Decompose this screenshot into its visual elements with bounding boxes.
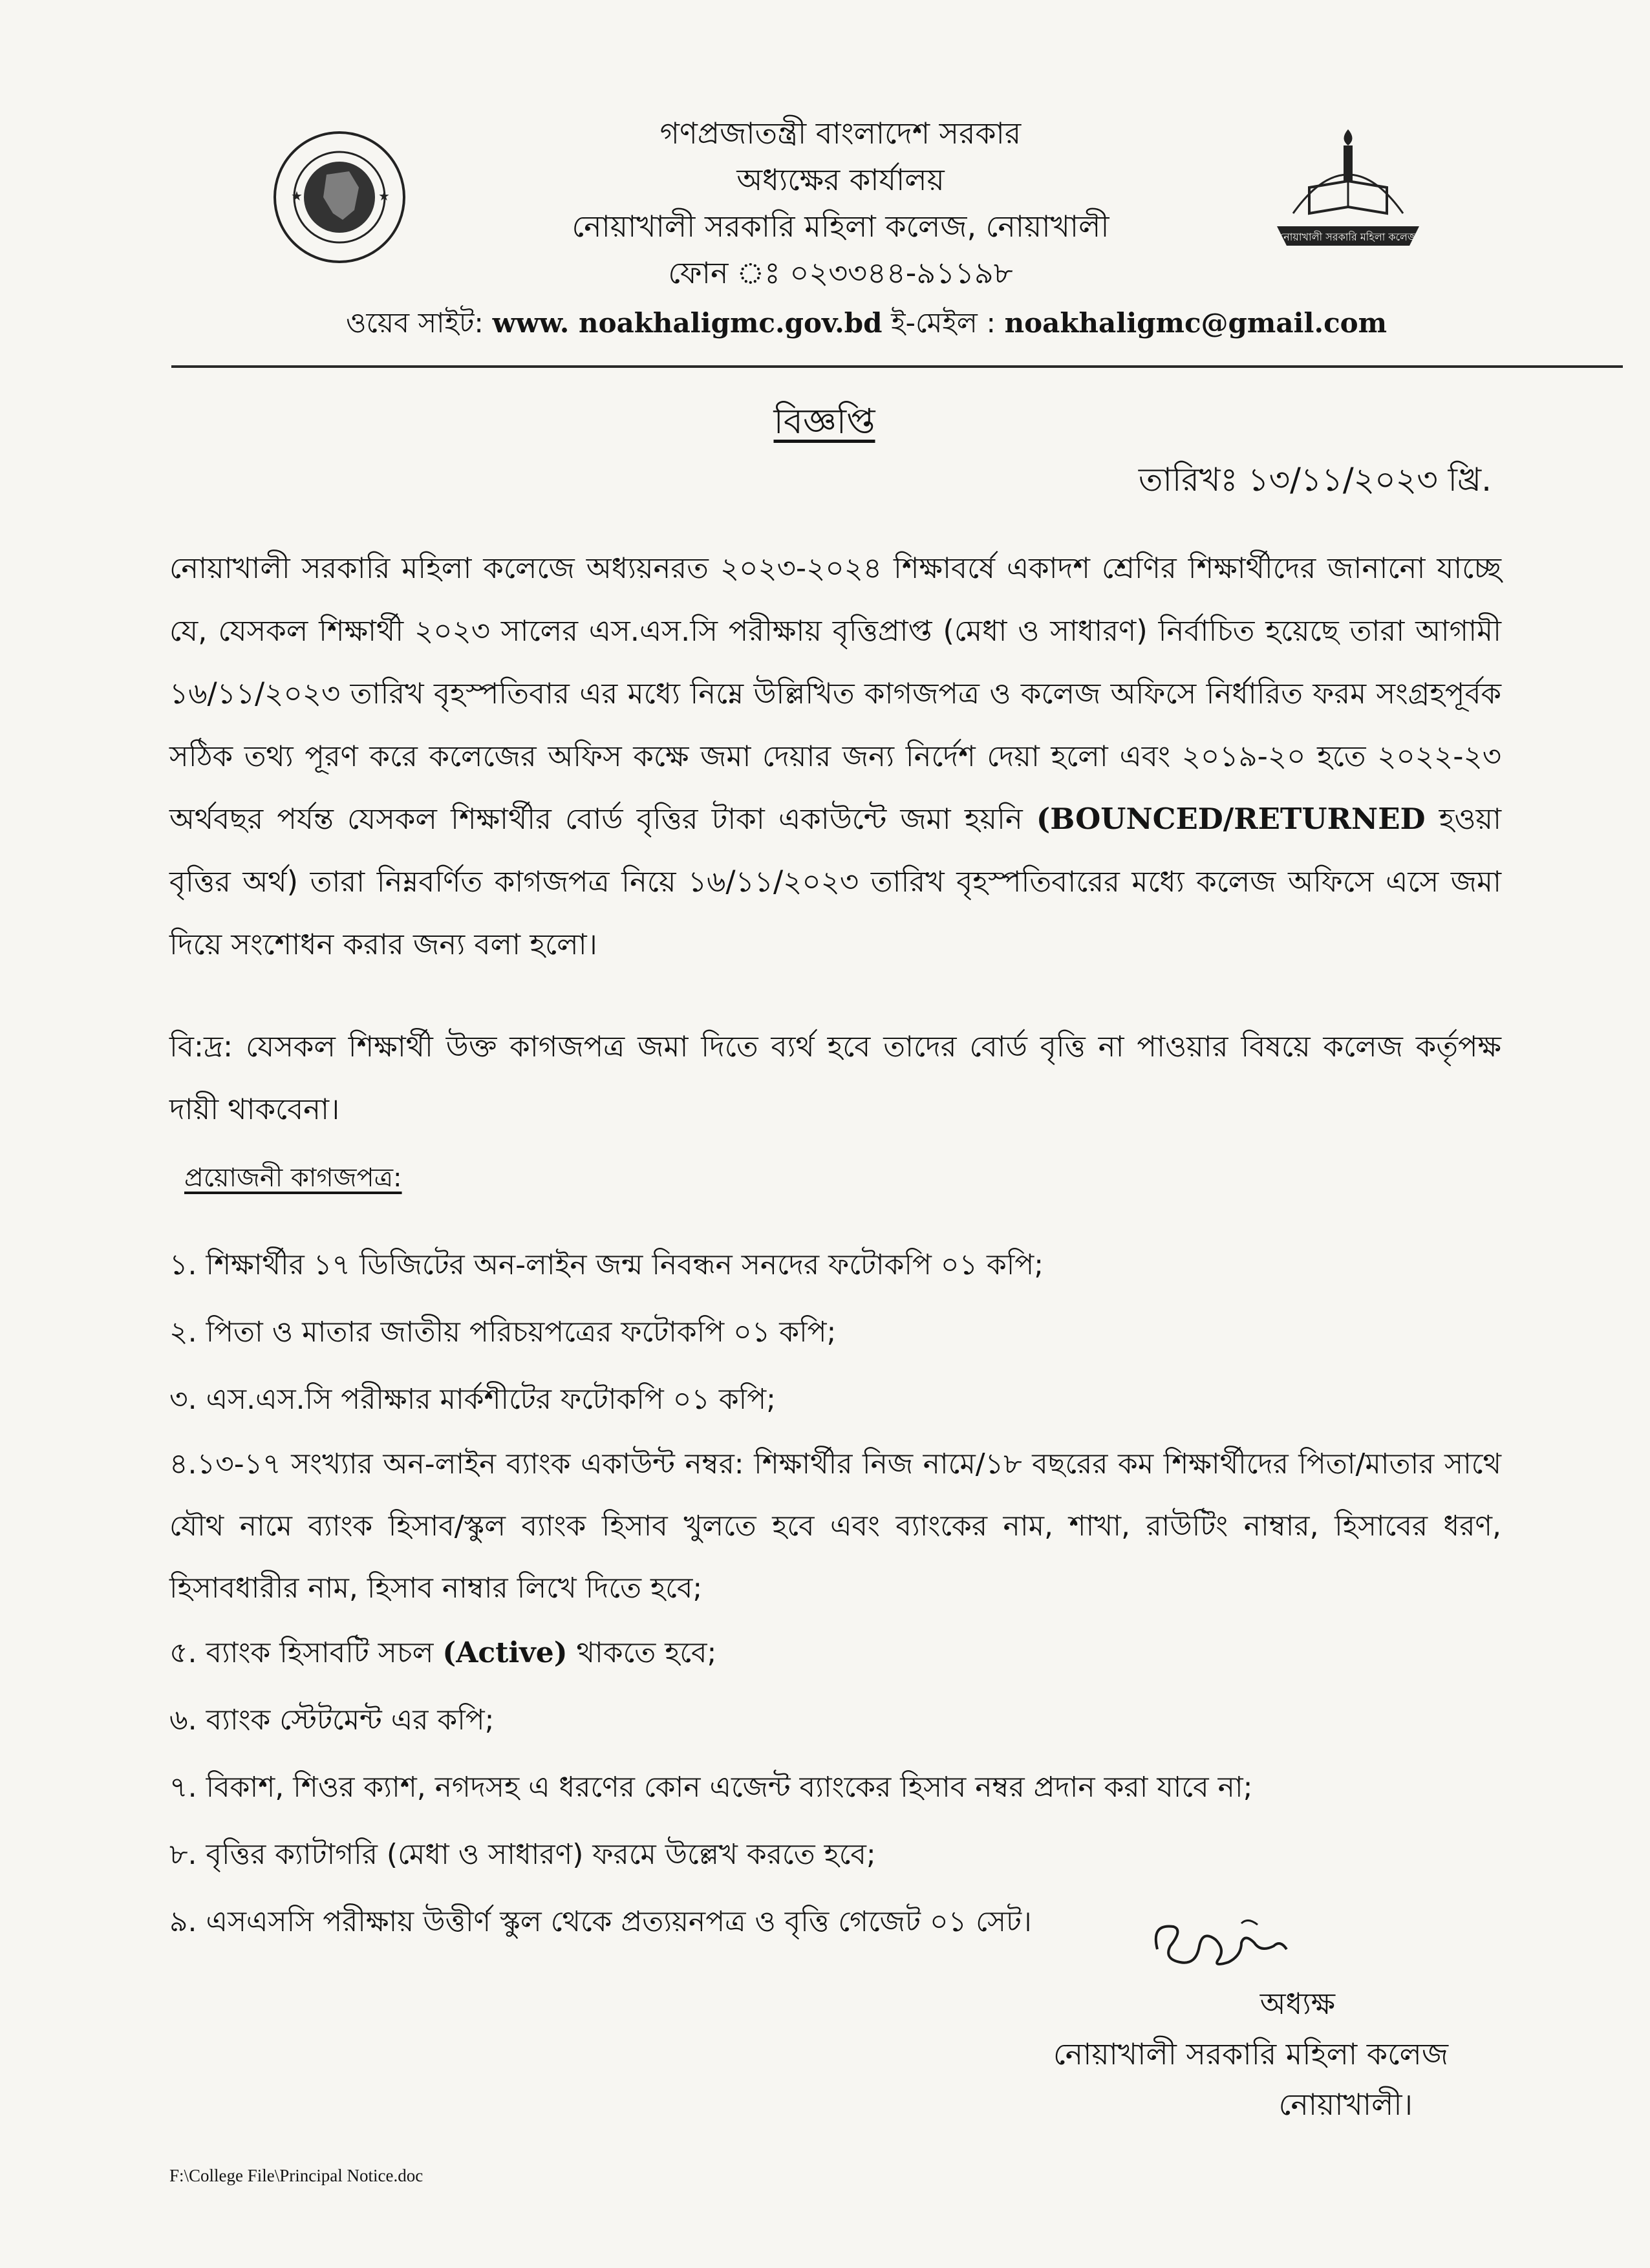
list-item: ৪.১৩-১৭ সংখ্যার অন-লাইন ব্যাংক একাউন্ট নম্বর: শিক্ষার্থীর নিজ নামে/১৮ বছরের কম শিক্ষার্থীদের পিতা/মাতার সাথে যৌথ নামে ব্যাংক হিসাব/স্কুল ব্যাংক হিসাব খুলতে হবে এবং ব্যাংকের নাম, শাখা, রাউটিং নাম্বার, হিসাবের ধরণ, হিসাবধারীর নাম, হিসাব নাম্বার লিখে দিতে হবে; [169,1448,1501,1605]
svg-text:★: ★ [291,188,303,204]
signatory-place: নোয়াখালী। [1278,2087,1413,2122]
email-label: ই-মেইল : [891,307,996,339]
notice-title: বিজ্ঞপ্তি [773,401,875,442]
website-label: ওয়েব সাইট: [345,307,484,339]
body-text-english: (BOUNCED/RETURNED [1036,802,1426,836]
list-item: ৬. ব্যাংক স্টেটমেন্ট এর কপি; [169,1704,495,1737]
requirements-heading: প্রয়োজনী কাগজপত্র: [184,1163,402,1193]
college-name: নোয়াখালী সরকারি মহিলা কলেজ, নোয়াখালী [572,209,1109,244]
list-item: ৭. বিকাশ, শিওর ক্যাশ, নগদসহ এ ধরণের কোন এজেন্ট ব্যাংকের হিসাব নম্বর প্রদান করা যাবে না; [169,1771,1253,1804]
item5-text-b: থাকতে হবে; [567,1636,717,1669]
svg-text:★: ★ [378,188,390,204]
website-link[interactable]: www. noakhaligmc.gov.bd [492,307,883,339]
file-path: F:\College File\Principal Notice.doc [169,2166,423,2185]
list-item [169,1620,1501,1687]
signatory-designation: অধ্যক্ষ [1259,1986,1335,2021]
item5-text-a: ৫. ব্যাংক হিসাবটি সচল [169,1636,443,1669]
college-emblem-icon [1267,116,1429,265]
office-name: অধ্যক্ষের কার্যালয় [736,162,945,197]
list-item: ২. পিতা ও মাতার জাতীয় পরিচয়পত্রের ফটোকপি ০১ কপি; [169,1316,837,1349]
government-seal-icon [272,129,407,265]
notice-body [169,537,1501,976]
notice-date: তারিখঃ ১৩/১১/২০২৩ খ্রি. [1138,461,1492,498]
list-item: ১. শিক্ষার্থীর ১৭ ডিজিটের অন-লাইন জন্ম নিবন্ধন সনদের ফটোকপি ০১ কপি; [169,1248,1044,1281]
signature-block [1034,1978,1448,2130]
letterhead [453,110,1228,296]
list-item: ৩. এস.এস.সি পরীক্ষার মার্কশীটের ফটোকপি ০১ কপি; [169,1383,776,1416]
notice-note: বি:দ্র: যেসকল শিক্ষার্থী উক্ত কাগজপত্র জমা দিতে ব্যর্থ হবে তাদের বোর্ড বৃত্তি না পাওয়ার বিষয়ে কলেজ কর্তৃপক্ষ দায়ী থাকবেনা। [169,1029,1501,1126]
contact-line [317,303,1416,348]
header-divider [171,365,1623,368]
email-link[interactable]: noakhaligmc@gmail.com [1004,307,1388,339]
item5-english: (Active) [442,1636,568,1669]
list-item: ৮. বৃত্তির ক্যাটাগরি (মেধা ও সাধারণ) ফরমে উল্লেখ করতে হবে; [169,1838,876,1871]
government-name: গণপ্রজাতন্ত্রী বাংলাদেশ সরকার [659,116,1022,151]
signature-icon [1144,1910,1293,1982]
list-item: ৯. এসএসসি পরীক্ষায় উত্তীর্ণ স্কুল থেকে প্রত্যয়নপত্র ও বৃত্তি গেজেট ০১ সেট। [169,1905,1032,1938]
requirements-list [169,1232,1501,1956]
body-text-part2: হওয়া বৃত্তির অর্থ) তারা নিম্নবর্ণিত কাগজপত্র নিয়ে ১৬/১১/২০২৩ তারিখ বৃহস্পতিবারের মধ্যে কলেজ অফিসে এসে জমা দিয়ে সংশোধন করার জন্য বলা হলো। [169,802,1502,961]
phone-number: ফোন ঃ ০২৩৩৪৪-৯১১৯৮ [668,255,1013,290]
emblem-banner-text: নোয়াখালী সরকারি মহিলা কলেজ [1279,231,1417,243]
signatory-institution: নোয়াখালী সরকারি মহিলা কলেজ [1053,2037,1448,2071]
body-text-part1: নোয়াখালী সরকারি মহিলা কলেজে অধ্যয়নরত ২০২৩-২০২৪ শিক্ষাবর্ষে একাদশ শ্রেণির শিক্ষার্থীদের জানানো যাচ্ছে যে, যেসকল শিক্ষার্থী ২০২৩ সালের এস.এস.সি পরীক্ষায় বৃত্তিপ্রাপ্ত (মেধা ও সাধারণ) নির্বাচিত হয়েছে তারা আগামী ১৬/১১/২০২৩ তারিখ বৃহস্পতিবার এর মধ্যে নিম্নে উল্লিখিত কাগজপত্র ও কলেজ অফিসে নির্ধারিত ফরম সংগ্রহপূর্বক সঠিক তথ্য পূরণ করে কলেজের অফিস কক্ষে জমা দেয়ার জন্য নির্দেশ দেয়া হলো এবং ২০১৯-২০ হতে ২০২২-২৩ অর্থবছর পর্যন্ত যেসকল শিক্ষার্থীর বোর্ড বৃত্তির টাকা একাউন্টে জমা হয়নি [169,551,1501,836]
